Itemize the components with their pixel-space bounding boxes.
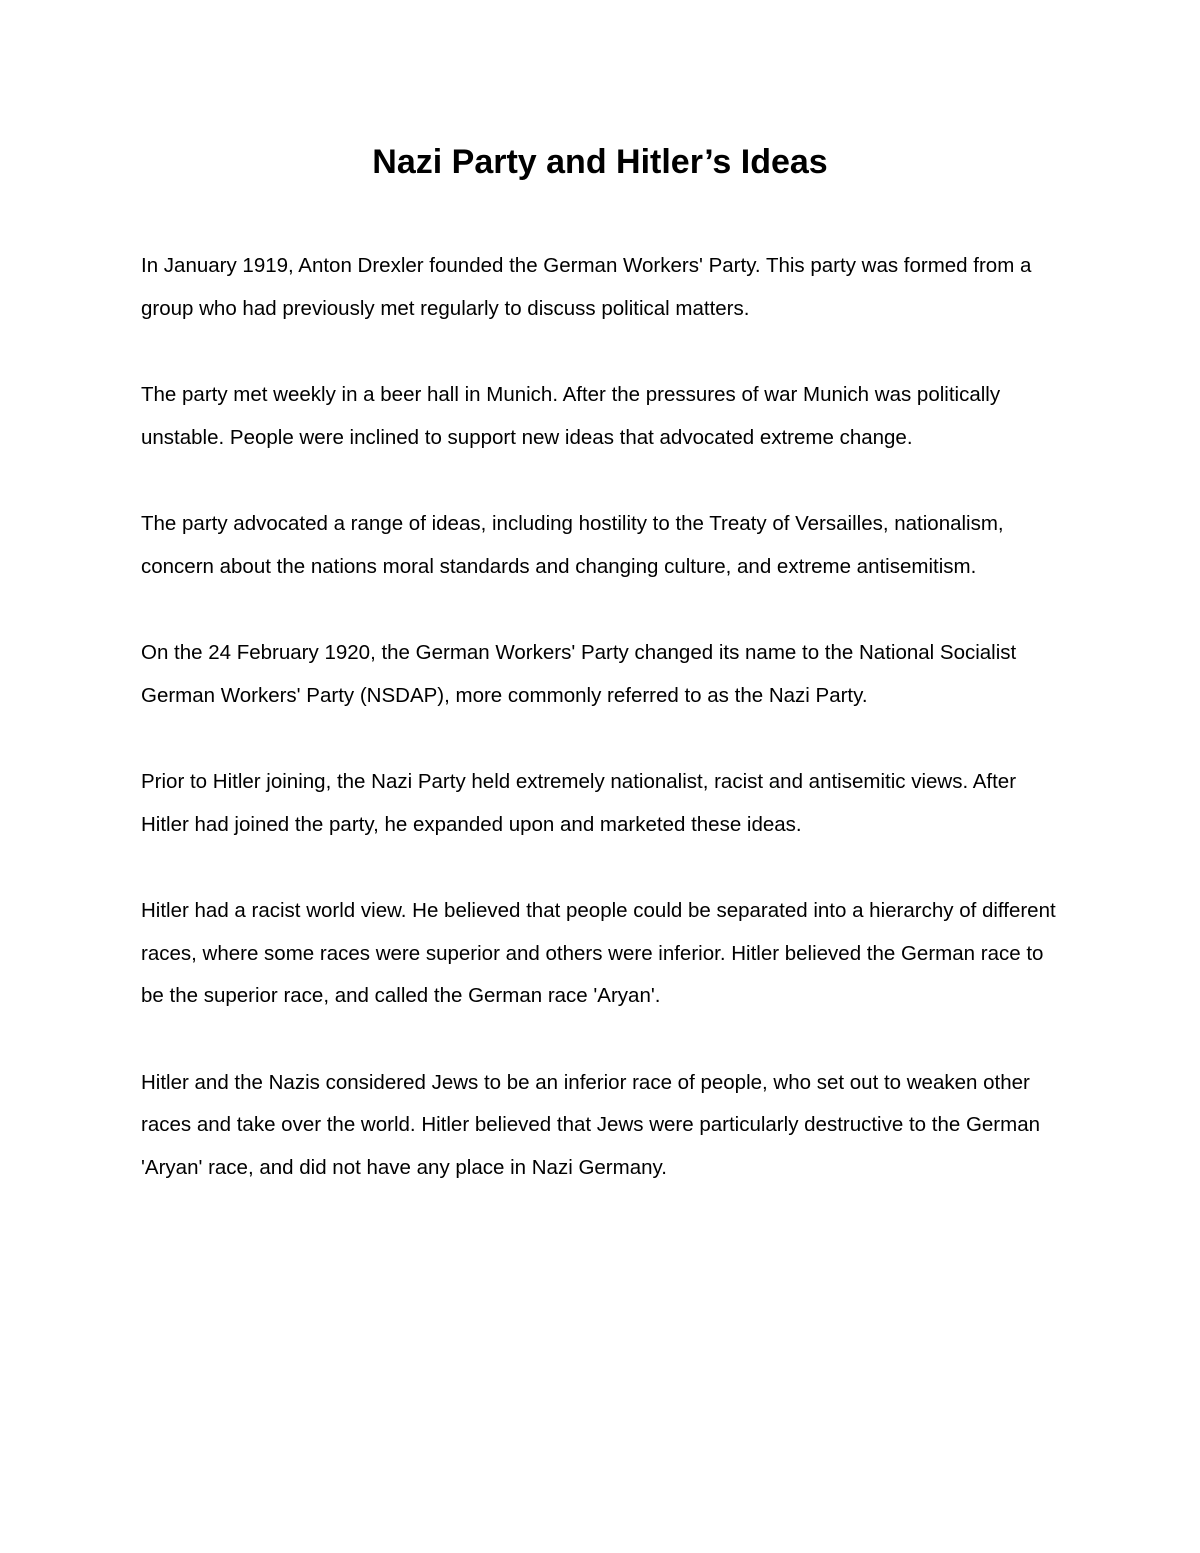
paragraph-1: In January 1919, Anton Drexler founded the German Workers' Party. This party was formed from a group who had previously met regularly to discuss political matters.: [141, 254, 1032, 320]
paragraph-7: Hitler and the Nazis considered Jews to be an inferior race of people, who set out to weaken other races and take over the world. Hitler believed that Jews were particularly destructive to the German 'Aryan' race, and did not have any place in Nazi Germany.: [141, 1070, 1040, 1179]
document-body: [141, 245, 1066, 1233]
paragraph-5: Prior to Hitler joining, the Nazi Party held extremely nationalist, racist and antisemitic views. After Hitler had joined the party, he expanded upon and marketed these ideas.: [141, 770, 1017, 836]
paragraph-4: On the 24 February 1920, the German Workers' Party changed its name to the National Socialist German Workers' Party (NSDAP), more commonly referred to as the Nazi Party.: [141, 641, 1017, 707]
document-title: Nazi Party and Hitler’s Ideas: [372, 143, 828, 181]
paragraph-2: The party met weekly in a beer hall in Munich. After the pressures of war Munich was politically unstable. People were inclined to support new ideas that advocated extreme change.: [141, 383, 1001, 449]
paragraph-3: The party advocated a range of ideas, including hostility to the Treaty of Versailles, nationalism, concern about the nations moral standards and changing culture, and extreme antisemitism.: [141, 512, 1004, 578]
paragraph-6: Hitler had a racist world view. He believed that people could be separated into a hierarchy of different races, where some races were superior and others were inferior. Hitler believed the German race to be the superior race, and called the German race 'Aryan'.: [141, 899, 1056, 1007]
